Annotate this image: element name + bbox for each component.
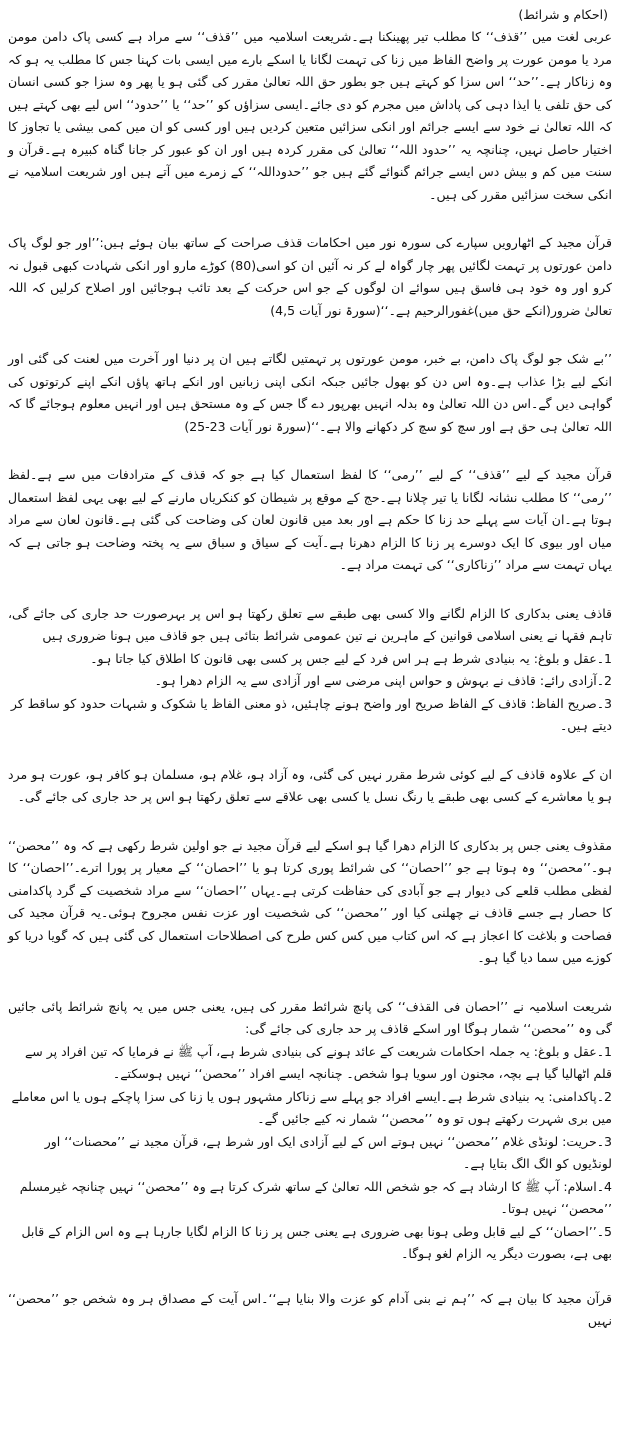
paragraph-no-other-condition: ان کے علاوہ قاذف کے لیے کوئی شرط مقرر نہیں کی گئی، وہ آزاد ہو، غلام ہو، مسلمان ہو کافر ہو، عورت ہو مرد ہو یا معاشرے کے کسی بھی طبقے یا رنگ نسل یا کسی بھی علاقے سے تعلق رکھتا ہو اس پر حد جاری کی جائے گی۔: [8, 766, 612, 804]
paragraph-surah-noor-4-5: قرآن مجید کے اٹھارویں سپارے کی سورہ نور میں احکامات قذف صراحت کے ساتھ بیان ہوئے ہیں:’’اور جو لوگ پاک دامن عورتوں پر تہمت لگائیں پھر چار گواہ لے کر نہ آئیں ان کو اسی(80) کوڑے مارو اور انکی شہادت کبھی قبول نہ کرو اور وہ خود ہی فاسق ہیں سوائے ان لوگوں کے جو اس حرکت کے بعد تائب ہوجائیں اور اصلاح کرلیں کہ اللہ تعالیٰ ضرور(انکے حق میں)غفورالرحیم ہے۔‘‘(سورۃ نور آیات 4,5): [8, 235, 612, 318]
paragraph-spacer: [8, 577, 612, 603]
list-item: 5۔’’احصان‘‘ کے لیے قابل وطی ہونا بھی ضروری ہے یعنی جس پر زنا کا الزام لگایا جارہا ہے وہ اس الزام کے قابل بھی ہے، بصورت دیگر یہ الزام لغو ہوگا۔: [21, 1223, 612, 1261]
paragraph-surah-noor-23-25: ’’بے شک جو لوگ پاک دامن، بے خبر، مومن عورتوں پر تہمتیں لگاتے ہیں ان پر دنیا اور آخرت میں لعنت کی گئی اور انکے لیے بڑا عذاب ہے۔وہ اس دن کو بھول جائیں جبکہ انکی اپنی زبانیں اور انکے ہاتھ پاؤں انکے اپنے کرتوتوں کی گواہی دیں گے۔اس دن اللہ تعالیٰ وہ بدلہ انہیں بھرپور دے گا جس کے وہ مستحق ہیں اور انہیں معلوم ہوجائے گا کہ اللہ تعالیٰ ہی حق ہے اور سچ کو سچ کر دکھانے والا ہے۔‘‘(سورۃ نور آیات 23-25): [8, 351, 612, 434]
section-heading: (احکام و شرائط): [518, 7, 608, 22]
list-item: 2۔پاکدامنی: یہ بنیادی شرط ہے۔ایسے افراد جو پہلے سے زناکار مشہور ہوں یا زنا کی سزا پاچکے ہوں یا اس معاملے میں بری شہرت رکھتے ہوں تو وہ ’’محصن‘‘ شمار نہ کیے جائیں گے۔: [11, 1088, 612, 1126]
list-item: 1۔عقل و بلوغ: یہ جملہ احکامات شریعت کے عائد ہونے کی بنیادی شرط ہے، آپ ﷺ نے فرمایا کہ تین افراد پر سے قلم اٹھالیا گیا ہے بچہ، مجنون اور سویا ہوا شخص۔ چنانچہ ایسے افراد ’’محصن‘‘ نہیں ہوسکتے۔: [24, 1043, 612, 1081]
paragraph-ihsan-conditions-intro: شریعت اسلامیہ نے ’’احصان فی القذف‘‘ کی پانچ شرائط مقرر کی ہیں، یعنی جس میں یہ پانچ شرائط پائی جائیں گی وہ ’’محصن‘‘ شمار ہوگا اور اسکے قاذف پر حد جاری کی جائے گی:: [8, 998, 612, 1036]
paragraph-spacer: [8, 438, 612, 464]
paragraph-spacer: [8, 970, 612, 996]
paragraph-maqzoof-muhsan: مقذوف یعنی جس پر بدکاری کا الزام دھرا گیا ہو اسکے لیے قرآن مجید نے جو اولین شرط رکھی ہے کہ وہ ’’محصن‘‘ ہو۔’’محصن‘‘ وہ ہوتا ہے جو ’’احصان‘‘ کی شرائط پوری کرتا ہو یا ’’احصان‘‘ کے معیار پر پورا اترے۔’’احصان‘‘ کا لفظی مطلب قلعے کی دیوار ہے جو آبادی کی حفاظت کرتی ہے۔یہاں ’’احصان‘‘ سے مراد شخصیت کے گرد پاکدامنی کا حصار ہے جسے قاذف نے چھلنی کیا اور ’’محصن‘‘ کی شخصیت اور عزت نفس مجروح ہوئی۔یہ قرآن مجید کی فصاحت و بلاغت کا اعجاز ہے کہ اس کتاب میں کس کس طرح کی اصطلاحات استعمال کی گئی ہیں کہ گویا دریا کو کوزے میں سما دیا گیا ہو۔: [8, 837, 612, 965]
paragraph-spacer: [8, 322, 612, 348]
list-item: 3۔حریت: لونڈی غلام ’’محصن‘‘ نہیں ہوتے اس کے لیے آزادی ایک اور شرط ہے، قرآن مجید نے ’’محصنات‘‘ اور لونڈیوں کو الگ الگ بتایا ہے۔: [44, 1133, 612, 1171]
paragraph-bani-adam: قرآن مجید کا بیان ہے کہ ’’ہم نے بنی آدام کو عزت والا بنایا ہے‘‘۔اس آیت کے مصداق ہر وہ شخص جو ’’محصن‘‘ نہیں: [8, 1290, 612, 1328]
paragraph-qazf-definition: عربی لغت میں ’’قذف‘‘ کا مطلب تیر پھینکنا ہے۔شریعت اسلامیہ میں ’’قذف‘‘ سے مراد ہے کسی پاک دامن مومن مرد یا مومن عورت پر واضح الفاظ میں زنا کی تہمت لگانا یا اسکے بارے میں ایسی بات کہنا جس کا مطلب یہ ہو کہ وہ زناکار ہے۔’’حد‘‘ اس سزا کو کہتے ہیں جو بطور حق اللہ تعالیٰ مقرر کی گئی ہو یا پھر وہ سزا جو کسی انسان کی حق تلفی یا ایذا دہی کی پاداش میں مجرم کو دی جائے۔ایسی سزاؤں کو ’’حد‘‘ یا ’’حدود‘‘ اس لیے بھی کہتے ہیں کہ اللہ تعالیٰ نے خود سے ایسے جرائم اور انکی سزائیں متعین کردیں ہیں اور کسی کو ان میں کمی بیشی یا تجاوز کا اختیار حاصل نہیں، چنانچہ یہ ’’حدود اللہ‘‘ تعالیٰ کی مقرر کردہ ہیں اور ان کو عبور کر جانا گناہ کبیرہ ہے۔قرآن و سنت میں کم و بیش دس ایسے جرائم گنوائے گئے ہیں جو ’’حدوداللہ‘‘ کے زمرے میں آتے ہیں اور شریعت اسلامیہ نے انکی سخت سزائیں مقرر کی ہیں۔: [8, 29, 612, 202]
paragraph-spacer: [8, 809, 612, 835]
paragraph-qazif-conditions-intro: قاذف یعنی بدکاری کا الزام لگانے والا کسی بھی طبقے سے تعلق رکھتا ہو اس پر بہرصورت حد جاری کی جائے گی، تاہم فقہا نے یعنی اسلامی قوانین کے ماہرین نے تین عمومی شرائط بتائی ہیں جو قاذف میں ہونا ضروری ہیں: [8, 605, 612, 643]
paragraph-spacer: [8, 206, 612, 232]
list-item: 4۔اسلام: آپ ﷺ کا ارشاد ہے کہ جو شخص اللہ تعالیٰ کے ساتھ شرک کرتا ہے وہ ’’محصن‘‘ نہیں چنانچہ غیرمسلم ’’محصن‘‘ نہیں ہوتا۔: [19, 1178, 612, 1216]
paragraph-spacer: [8, 1266, 612, 1288]
paragraph-spacer: [8, 738, 612, 764]
paragraph-rami-meaning: قرآن مجید کے لیے ’’قذف‘‘ کے لیے ’’رمی‘‘ کا لفظ استعمال کیا ہے جو کہ قذف کے مترادفات میں سے ہے۔لفظ ’’رمی‘‘ کا مطلب نشانہ لگانا یا تیر چلانا ہے۔حج کے موقع پر شیطان کو کنکریاں مارنے کے لیے بھی یہی لفظ استعمال ہوتا ہے۔ان آیات سے پہلے حد زنا کا حکم ہے اور بعد میں قانون لعان کی وضاحت کی گئی ہے۔قانون لعان سے مراد میاں اور بیوی کا ایک دوسرے پر زنا کا الزام دھرنا ہے۔آیت کے سیاق و سباق سے یہ پختہ وضاحت ہو جاتی ہے کہ یہاں تہمت سے مراد ’’زناکاری‘‘ کی تہمت مراد ہے۔: [8, 467, 612, 572]
ihsan-conditions-list: [8, 1041, 612, 1266]
qazif-conditions-list: [8, 648, 612, 738]
list-item: 2۔آزادی رائے: قاذف نے بہوش و حواس اپنی مرضی سے اور آزادی سے یہ الزام دھرا ہو۔: [154, 673, 612, 688]
list-item: 3۔صریح الفاظ: قاذف کے الفاظ صریح اور واضح ہونے چاہئیں، ذو معنی الفاظ یا شکوک و شبہات حدود کو ساقط کر دیتے ہیں۔: [10, 695, 612, 733]
list-item: 1۔عقل و بلوغ: یہ بنیادی شرط ہے ہر اس فرد کے لیے جس پر کسی بھی قانون کا اطلاق کیا جاتا ہو۔: [90, 650, 612, 666]
